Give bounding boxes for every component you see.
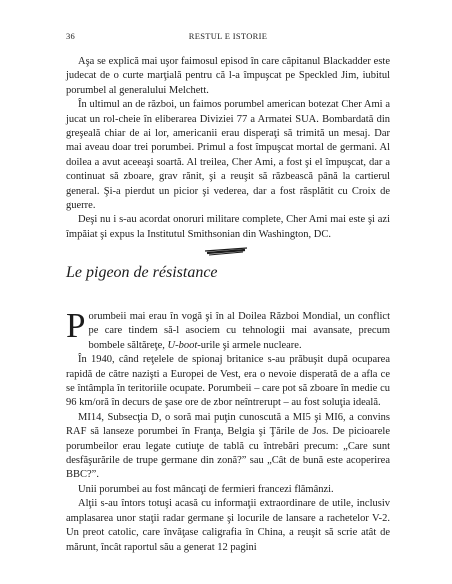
paragraph: Aşa se explică mai uşor faimosul episod în care căpitanul Blackadder este judecat de o curte marţială pentru că l-a împuşcat pe Speckled Jim, iubitul porumbel al generalului Melchett.: [66, 56, 390, 96]
section-ornament: [203, 244, 249, 256]
paragraph-text: orumbeii mai erau în vogă şi în al Doilea Război Mondial, un conflict pe care tindem să-l asociem cu tehnologii mai avansate, precum bombele săltăreţe,: [88, 311, 390, 351]
italic-term: U-boot: [167, 339, 198, 351]
paragraph: MI14, Subsecţia D, o soră mai puţin cunoscută a MI5 şi MI6, a convins RAF să lanseze porumbei în Franţa, Belgia şi Ţările de Jos. De picioarele porumbeilor erau legate cutiuţe de tablă cu întrebări precum: „Care sunt desfăşurările de trupe germane din zonă?” sau „Cât de bună este acoperirea BBC?”.: [66, 411, 390, 481]
page-number: 36: [66, 31, 76, 41]
paragraph-dropcap: [66, 306, 390, 353]
drop-cap: P: [66, 306, 86, 345]
paragraph: Deşi nu i s-au acordat onoruri militare complete, Cher Ami mai este şi azi împăiat şi expus la Institutul Smithsonian din Washington, DC.: [66, 214, 390, 240]
paragraph: Alţii s-au întors totuşi acasă cu informaţii extraordinare de utile, inclusiv amplasarea unor staţii radar germane şi locurile de lansare a rachetelor V-2. Un preot catolic, care învăţase caligrafia în China, a reuşit să scrie atât de mărunt, încât raportul său a generat 12 pagini: [66, 498, 390, 553]
paragraph: În 1940, când reţelele de spionaj britanice s-au prăbuşit după ocuparea rapidă de către nazişti a Europei de Vest, era o nevoie disperată de a afla ce se întâmpla în teritoriile ocupate. Porumbeii – care pot să zboare în medie cu 96 km/oră în decurs de şase ore de zbor neîntrerupt – au fost soluţia ideală.: [66, 354, 390, 409]
running-head: RESTUL E ISTORIE: [188, 31, 268, 41]
section-title: Le pigeon de résistance: [66, 264, 218, 281]
text-block-section: [66, 306, 390, 555]
text-block-intro: [66, 55, 390, 242]
paragraph-text: -urile şi armele nucleare.: [197, 339, 302, 351]
paragraph: În ultimul an de război, un faimos porumbel american botezat Cher Ami a jucat un rol-cheie în eliberarea Diviziei 77 a Armatei SUA. Bombardată din greşeală chiar de ai lor, americanii erau disperaţi să trimită un mesaj. Dar mai aveau doar trei porumbei. Primul a fost împuşcat mortal de germani. Al doilea a avut aceeaşi soartă. Al treilea, Cher Ami, a fost şi el împuşcat, dar a continuat să zboare, grav rănit, şi a reuşit să răzbească până la cartierul general. Şi-a pierdut un picior şi vederea, dar a fost răsplătit cu Croix de guerre.: [66, 99, 390, 212]
paragraph: Unii porumbei au fost mâncaţi de fermieri francezi flămânzi.: [78, 483, 334, 495]
